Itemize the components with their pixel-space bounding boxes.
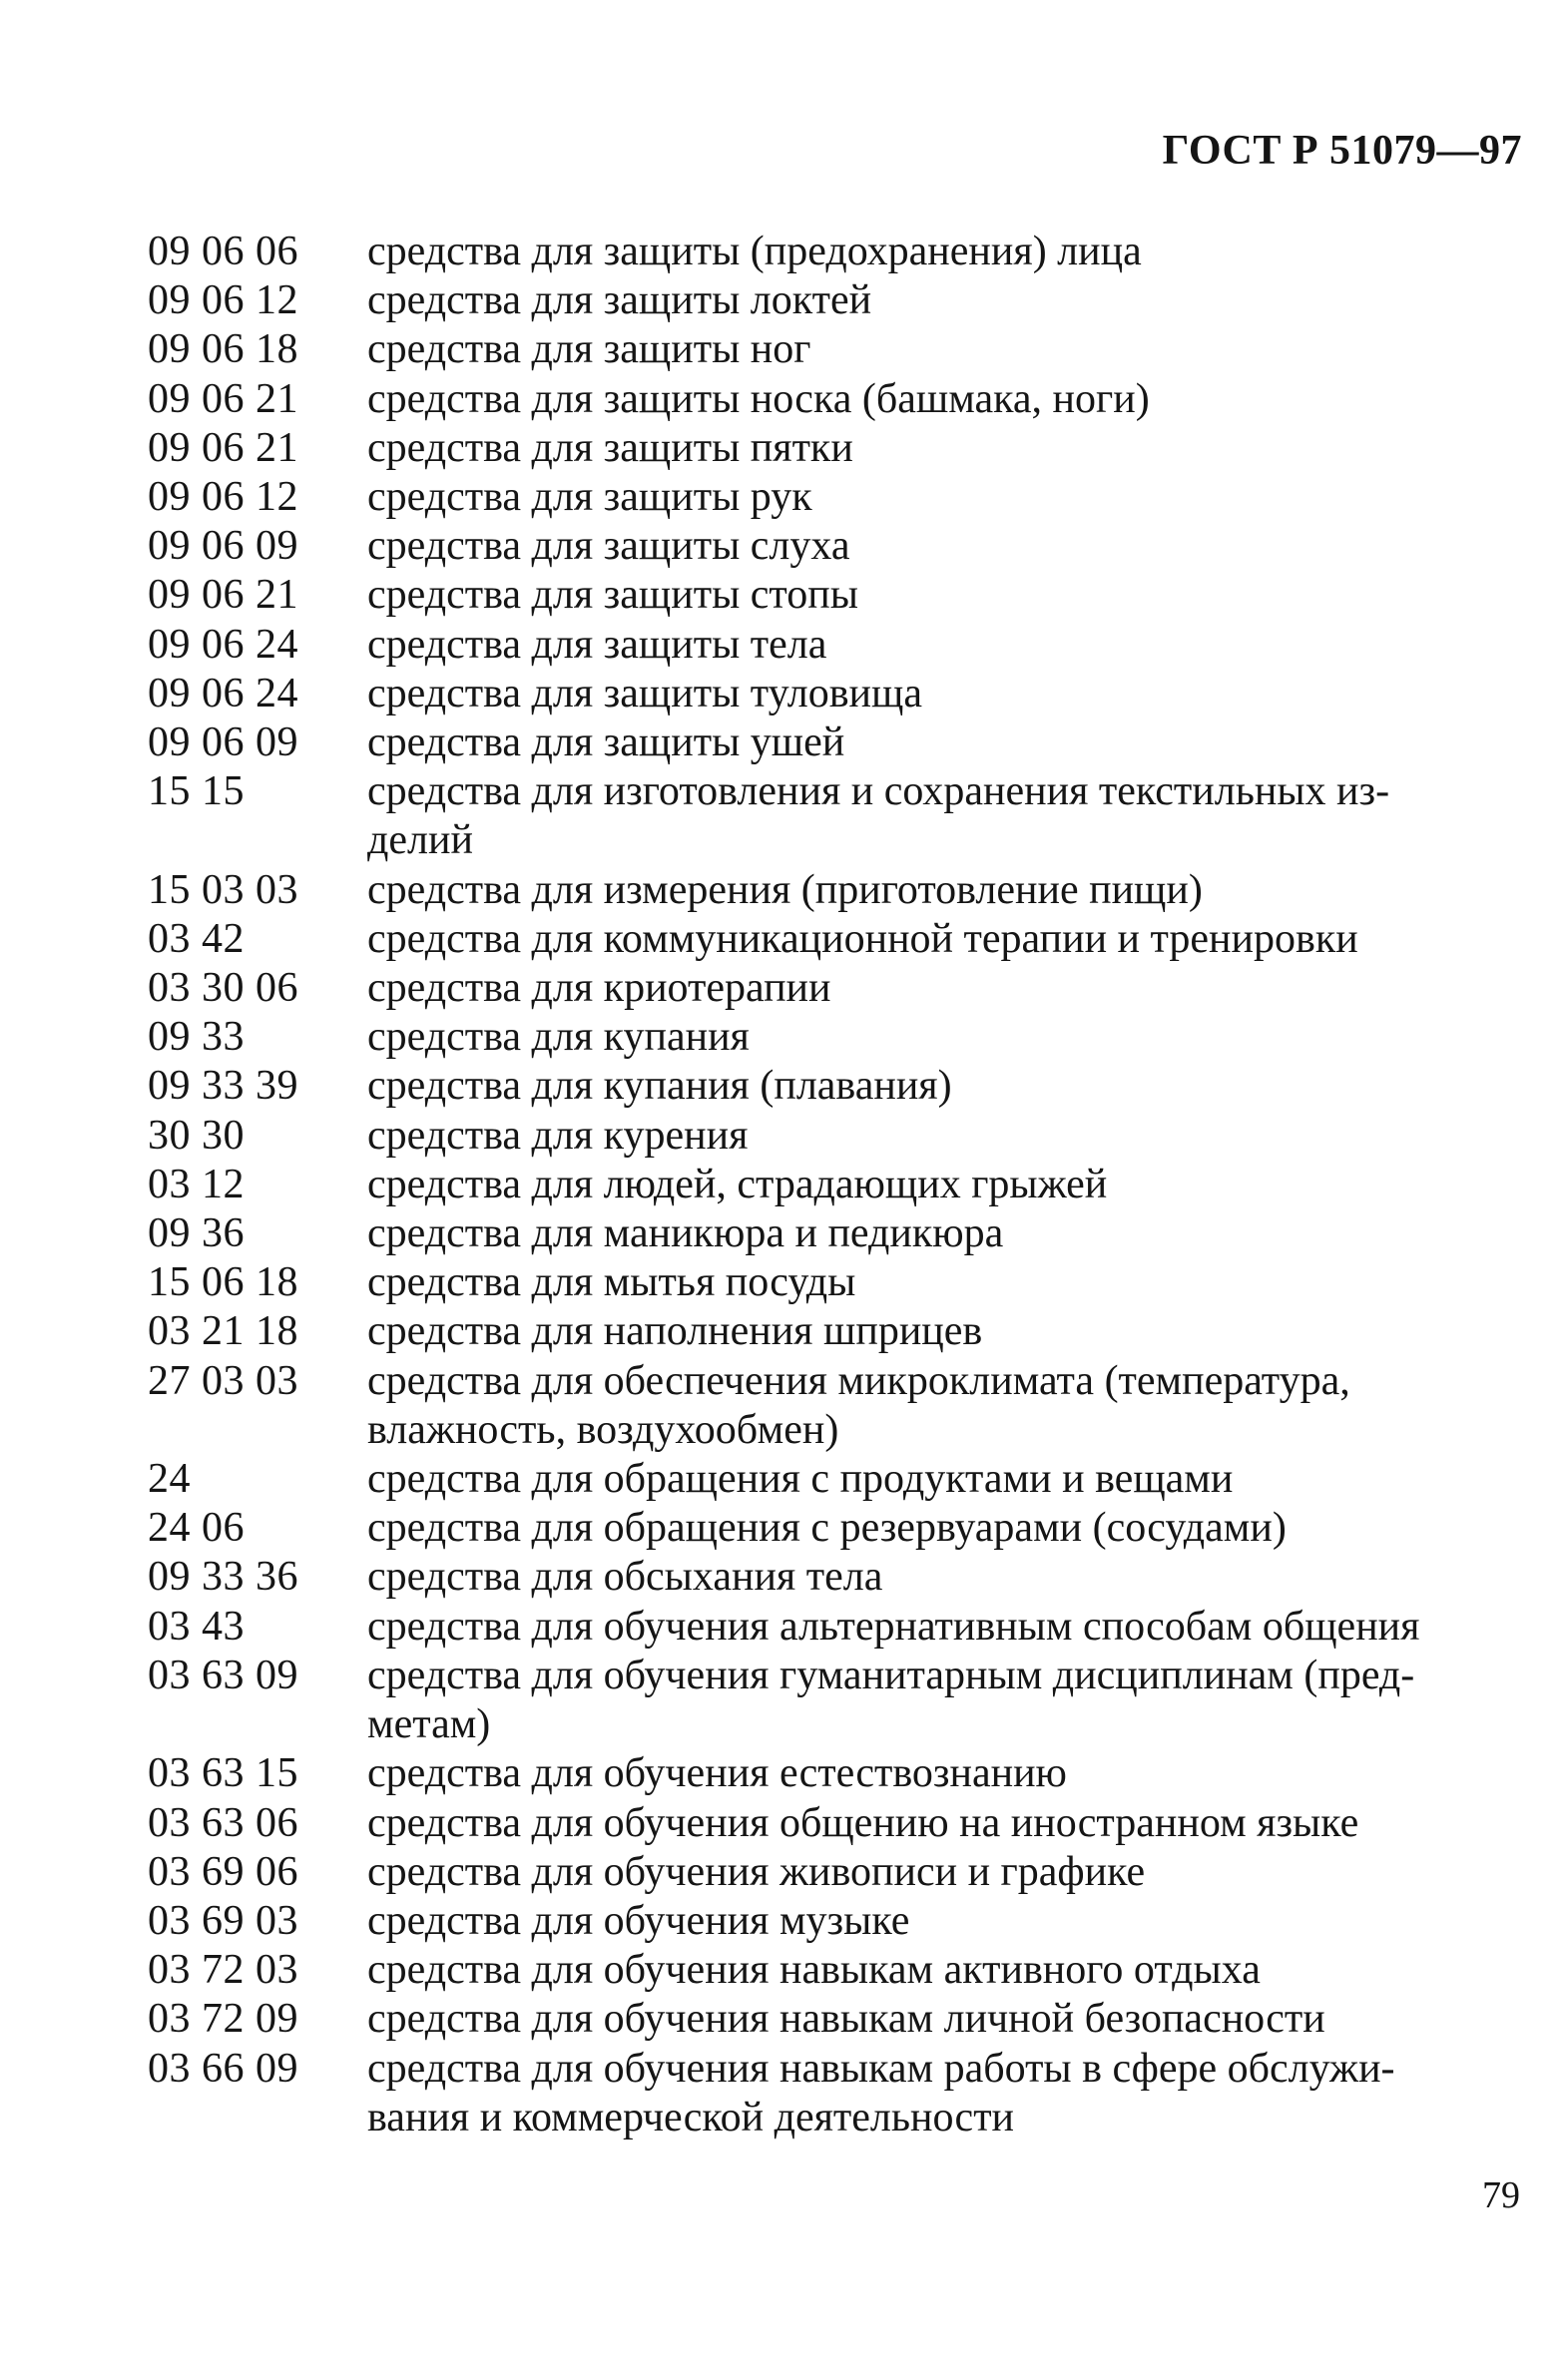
entry-term <box>367 375 1525 424</box>
entry-term-line: средства для людей, страдающих грыжей <box>367 1161 1108 1207</box>
entry-code: 15 15 <box>148 768 245 815</box>
entry-term-line: средства для обучения навыкам работы в сфере обслужи- <box>367 2045 1395 2092</box>
entry-code: 03 69 03 <box>148 1897 298 1944</box>
entry-term-line: средства для коммуникационной терапии и тренировки <box>367 915 1358 962</box>
entry-code: 24 06 <box>148 1505 245 1552</box>
entry-term <box>367 522 1525 571</box>
index-entry <box>148 718 1525 767</box>
entry-term <box>367 1062 1525 1111</box>
entry-term-line: средства для защиты туловища <box>367 670 922 716</box>
index-entry <box>148 1603 1525 1652</box>
entry-term-line: средства для наполнения шприцев <box>367 1308 983 1355</box>
entry-term <box>367 1553 1525 1602</box>
entry-term-line: средства для обучения музыке <box>367 1897 910 1944</box>
entry-term <box>367 424 1525 473</box>
entry-term-line: метам) <box>367 1701 491 1748</box>
entry-code: 03 63 06 <box>148 1799 298 1846</box>
document-header: ГОСТ Р 51079—97 <box>1162 128 1522 174</box>
index-entry <box>148 1357 1525 1455</box>
entry-code: 03 42 <box>148 915 245 962</box>
entry-code: 03 66 09 <box>148 2045 298 2092</box>
entry-term-line: средства для изготовления и сохранения текстильных из- <box>367 768 1390 815</box>
entry-term-line: средства для защиты стопы <box>367 572 858 619</box>
entry-code: 09 06 12 <box>148 277 298 324</box>
entry-term-line: средства для обращения с продуктами и вещами <box>367 1456 1234 1503</box>
index-entry <box>148 1946 1525 1995</box>
entry-term-line: влажность, воздухообмен) <box>367 1406 839 1453</box>
entry-code: 09 06 12 <box>148 474 298 521</box>
entry-code: 09 06 09 <box>148 523 298 570</box>
entry-code: 09 36 <box>148 1210 245 1257</box>
entry-code: 03 12 <box>148 1161 245 1207</box>
index-entry <box>148 670 1525 718</box>
index-entry <box>148 424 1525 473</box>
entry-term <box>367 1749 1525 1798</box>
entry-term-line: средства для защиты ушей <box>367 719 845 766</box>
entry-term <box>367 1013 1525 1062</box>
entry-term-line: средства для обращения с резервуарами (сосудами) <box>367 1505 1287 1552</box>
entry-term <box>367 1258 1525 1307</box>
entry-term-line: средства для обучения естествознанию <box>367 1750 1067 1797</box>
entry-term-line: средства для защиты (предохранения) лица <box>367 229 1142 274</box>
entry-term-line: средства для измерения (приготовление пищи) <box>367 866 1203 913</box>
index-entry <box>148 1013 1525 1062</box>
index-entry <box>148 1995 1525 2044</box>
entry-term <box>367 1209 1525 1258</box>
entry-term-line: средства для обучения гуманитарным дисциплинам (пред- <box>367 1652 1415 1698</box>
entry-term <box>367 1357 1525 1455</box>
entry-term <box>367 276 1525 325</box>
entry-code: 09 06 18 <box>148 326 298 373</box>
entry-code: 09 06 06 <box>148 229 298 274</box>
entry-term <box>367 866 1525 915</box>
entry-term <box>367 1112 1525 1161</box>
index-entry <box>148 1848 1525 1897</box>
index-entry <box>148 228 1525 276</box>
entry-term-line: средства для защиты локтей <box>367 277 872 324</box>
entry-code: 15 06 18 <box>148 1259 298 1306</box>
entry-code: 27 03 03 <box>148 1357 298 1404</box>
entry-term-line: средства для защиты тела <box>367 621 827 668</box>
index-entry <box>148 866 1525 915</box>
index-entry <box>148 2045 1525 2142</box>
index-entry <box>148 964 1525 1013</box>
index-entry <box>148 1799 1525 1848</box>
entry-term <box>367 670 1525 718</box>
entry-term-line: средства для обучения навыкам активного отдыха <box>367 1947 1261 1994</box>
entry-term-line: средства для обучения навыкам личной безопасности <box>367 1996 1325 2043</box>
index-entry <box>148 1455 1525 1504</box>
entry-term <box>367 1995 1525 2044</box>
entry-term <box>367 473 1525 522</box>
entry-term <box>367 1946 1525 1995</box>
entry-term <box>367 1848 1525 1897</box>
entry-term-line: средства для криотерапии <box>367 965 831 1012</box>
entry-code: 30 30 <box>148 1112 245 1159</box>
entry-term <box>367 1307 1525 1356</box>
entry-term <box>367 964 1525 1013</box>
entry-term <box>367 1799 1525 1848</box>
entry-code: 03 21 18 <box>148 1308 298 1355</box>
entry-code: 09 33 36 <box>148 1554 298 1601</box>
entry-term-line: средства для мытья посуды <box>367 1259 856 1306</box>
entry-code: 09 06 21 <box>148 375 298 422</box>
entry-term-line: средства для купания <box>367 1014 750 1061</box>
entry-term <box>367 2045 1525 2142</box>
entry-term <box>367 571 1525 620</box>
entry-term-line: средства для обеспечения микроклимата (температура, <box>367 1357 1350 1404</box>
index-entry <box>148 1504 1525 1553</box>
entry-term <box>367 1504 1525 1553</box>
entry-code: 03 72 03 <box>148 1947 298 1994</box>
index-entry <box>148 1749 1525 1798</box>
index-entry <box>148 1897 1525 1946</box>
entry-term <box>367 325 1525 374</box>
entry-term-line: средства для обучения общению на иностранном языке <box>367 1799 1359 1846</box>
entry-term <box>367 228 1525 276</box>
entry-code: 09 06 21 <box>148 572 298 619</box>
entry-term-line: средства для маникюра и педикюра <box>367 1210 1004 1257</box>
entry-code: 03 63 15 <box>148 1750 298 1797</box>
entry-term-line: средства для курения <box>367 1112 749 1159</box>
index-entry <box>148 1112 1525 1161</box>
index-entry <box>148 1553 1525 1602</box>
index-entry <box>148 325 1525 374</box>
entry-term <box>367 621 1525 670</box>
index-entry <box>148 1161 1525 1209</box>
index-entry <box>148 276 1525 325</box>
entry-term-line: средства для защиты ног <box>367 326 811 373</box>
entry-code: 03 72 09 <box>148 1996 298 2043</box>
index-entry <box>148 1258 1525 1307</box>
entry-code: 24 <box>148 1456 191 1503</box>
entry-code: 09 33 39 <box>148 1063 298 1110</box>
index-list <box>148 228 1525 2142</box>
entry-code: 03 69 06 <box>148 1848 298 1895</box>
entry-code: 09 33 <box>148 1014 245 1061</box>
entry-term-line: средства для обсыхания тела <box>367 1554 883 1601</box>
entry-code: 03 30 06 <box>148 965 298 1012</box>
entry-term-line: вания и коммерческой деятельности <box>367 2094 1015 2141</box>
index-entry <box>148 915 1525 964</box>
entry-term-line: делий <box>367 817 473 864</box>
entry-code: 09 06 09 <box>148 719 298 766</box>
entry-term <box>367 1455 1525 1504</box>
entry-term <box>367 767 1525 865</box>
entry-code: 09 06 24 <box>148 670 298 716</box>
entry-term-line: средства для защиты слуха <box>367 523 850 570</box>
entry-code: 15 03 03 <box>148 866 298 913</box>
entry-code: 03 63 09 <box>148 1652 298 1698</box>
entry-term-line: средства для защиты носка (башмака, ноги) <box>367 375 1150 422</box>
entry-term <box>367 1652 1525 1749</box>
entry-term-line: средства для купания (плавания) <box>367 1063 952 1110</box>
index-entry <box>148 767 1525 865</box>
entry-term-line: средства для обучения альтернативным способам общения <box>367 1603 1420 1650</box>
entry-code: 03 43 <box>148 1603 245 1650</box>
index-entry <box>148 522 1525 571</box>
page-number: 79 <box>1482 2174 1520 2216</box>
index-entry <box>148 1062 1525 1111</box>
index-entry <box>148 1652 1525 1749</box>
entry-term <box>367 1897 1525 1946</box>
index-entry <box>148 621 1525 670</box>
entry-code: 09 06 21 <box>148 424 298 471</box>
entry-term <box>367 915 1525 964</box>
index-entry <box>148 1209 1525 1258</box>
entry-term-line: средства для защиты пятки <box>367 424 853 471</box>
entry-term <box>367 1603 1525 1652</box>
index-entry <box>148 375 1525 424</box>
entry-term-line: средства для защиты рук <box>367 474 812 521</box>
index-entry <box>148 571 1525 620</box>
entry-term <box>367 718 1525 767</box>
index-entry <box>148 1307 1525 1356</box>
entry-term <box>367 1161 1525 1209</box>
entry-term-line: средства для обучения живописи и графике <box>367 1848 1146 1895</box>
index-entry <box>148 473 1525 522</box>
entry-code: 09 06 24 <box>148 621 298 668</box>
